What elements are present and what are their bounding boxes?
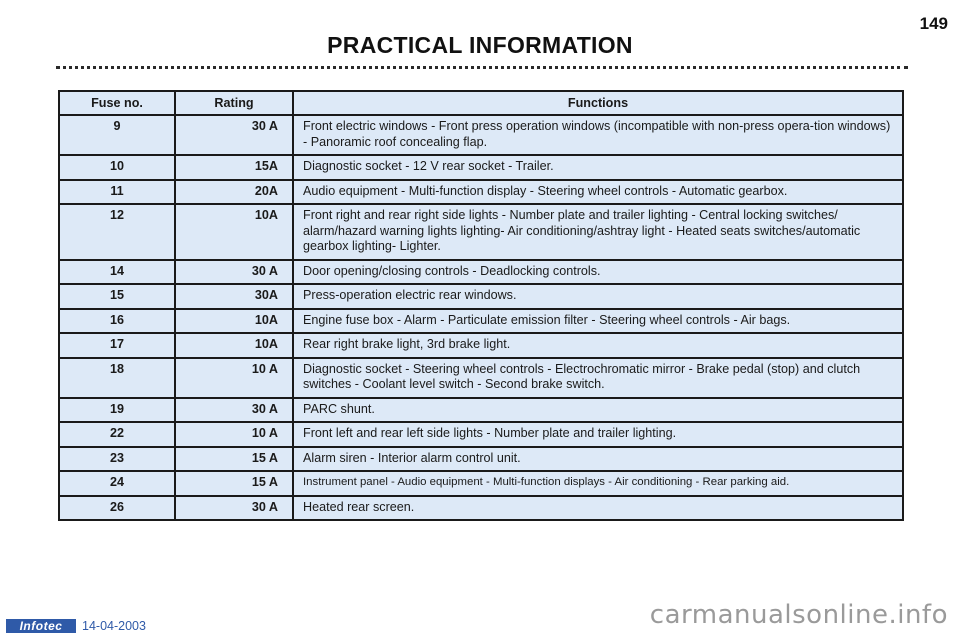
fuse-rating: 30A (175, 284, 293, 309)
fuse-rating: 30 A (175, 260, 293, 285)
infotec-logo: Infotec (6, 619, 76, 633)
fuse-number: 12 (59, 204, 175, 260)
fuse-number: 16 (59, 309, 175, 334)
fuse-functions: Diagnostic socket - Steering wheel controls - Electrochromatic mirror - Brake pedal (stop) and clutch switches - Coolant level switch - Second brake switch. (293, 358, 903, 398)
table-row (59, 309, 903, 334)
fuse-rating: 10A (175, 204, 293, 260)
table-row (59, 333, 903, 358)
fuse-number: 11 (59, 180, 175, 205)
header-fuse-no: Fuse no. (59, 91, 175, 115)
fuse-number: 22 (59, 422, 175, 447)
table-header-row (59, 91, 903, 115)
fuse-number: 14 (59, 260, 175, 285)
table-row (59, 496, 903, 521)
table-row (59, 447, 903, 472)
fuse-number: 24 (59, 471, 175, 496)
fuse-number: 10 (59, 155, 175, 180)
fuse-functions: Heated rear screen. (293, 496, 903, 521)
fuse-table (58, 90, 904, 521)
table-row (59, 180, 903, 205)
fuse-functions: Front left and rear left side lights - Number plate and trailer lighting. (293, 422, 903, 447)
fuse-rating: 30 A (175, 115, 293, 155)
page-title: PRACTICAL INFORMATION (327, 32, 633, 58)
fuse-rating: 10A (175, 309, 293, 334)
fuse-number: 26 (59, 496, 175, 521)
table-row (59, 115, 903, 155)
table-row (59, 155, 903, 180)
site-watermark: carmanualsonline.info (649, 600, 948, 630)
fuse-number: 18 (59, 358, 175, 398)
fuse-number: 9 (59, 115, 175, 155)
fuse-functions: Alarm siren - Interior alarm control unit. (293, 447, 903, 472)
fuse-functions: Press-operation electric rear windows. (293, 284, 903, 309)
fuse-rating: 10A (175, 333, 293, 358)
header-functions: Functions (293, 91, 903, 115)
fuse-number: 23 (59, 447, 175, 472)
footer-date: 14-04-2003 (82, 619, 146, 633)
table-row (59, 358, 903, 398)
table-row (59, 204, 903, 260)
table-row (59, 260, 903, 285)
fuse-functions: Diagnostic socket - 12 V rear socket - Trailer. (293, 155, 903, 180)
table-row (59, 471, 903, 496)
fuse-functions: Engine fuse box - Alarm - Particulate emission filter - Steering wheel controls - Air bags. (293, 309, 903, 334)
fuse-number: 17 (59, 333, 175, 358)
fuse-functions: Front electric windows - Front press operation windows (incompatible with non-press opera-tion windows) - Panoramic roof concealing flap. (293, 115, 903, 155)
fuse-rating: 15 A (175, 447, 293, 472)
dotted-divider (56, 66, 908, 69)
fuse-functions: Instrument panel - Audio equipment - Multi-function displays - Air conditioning - Rear parking aid. (293, 471, 903, 496)
fuse-functions: Rear right brake light, 3rd brake light. (293, 333, 903, 358)
fuse-rating: 30 A (175, 398, 293, 423)
fuse-rating: 10 A (175, 358, 293, 398)
fuse-rating: 15A (175, 155, 293, 180)
page-number: 149 (919, 14, 948, 33)
fuse-rating: 20A (175, 180, 293, 205)
fuse-functions: Door opening/closing controls - Deadlocking controls. (293, 260, 903, 285)
header-rating: Rating (175, 91, 293, 115)
table-row (59, 398, 903, 423)
table-row (59, 422, 903, 447)
fuse-functions: PARC shunt. (293, 398, 903, 423)
table-row (59, 284, 903, 309)
fuse-functions: Audio equipment - Multi-function display - Steering wheel controls - Automatic gearbox. (293, 180, 903, 205)
fuse-rating: 30 A (175, 496, 293, 521)
fuse-rating: 10 A (175, 422, 293, 447)
fuse-functions: Front right and rear right side lights - Number plate and trailer lighting - Central locking switches/ alarm/hazard warning lights lighting- Air conditioning/ashtray light - Heated seats switches/automatic gearbox lighting- Lighter. (293, 204, 903, 260)
fuse-number: 15 (59, 284, 175, 309)
fuse-number: 19 (59, 398, 175, 423)
fuse-rating: 15 A (175, 471, 293, 496)
